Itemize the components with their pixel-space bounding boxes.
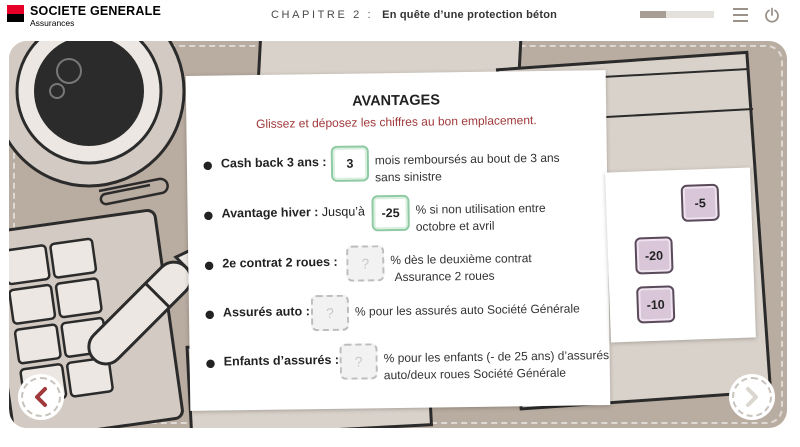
row-label [222,204,366,220]
drop-slot[interactable]: 3 [331,145,369,182]
description-line: auto/deux roues Société Générale [383,365,567,383]
brand-name: SOCIETE GENERALE [30,4,161,18]
advantage-row [187,192,608,246]
row-description [415,200,546,236]
row-label-prefix: Jusqu’à [318,204,366,220]
advantage-row [187,142,608,196]
description-line: % dès le deuxième contrat [390,251,532,268]
bullet-icon: ● [205,356,216,370]
row-description [375,150,560,187]
bullet-icon: ● [204,307,215,321]
chevron-right-icon [743,386,761,408]
bullet-icon: ● [202,158,213,172]
row-description [384,347,610,384]
advantage-row [188,242,609,296]
row-label: Assurés auto : [222,304,310,320]
row-label-text: Avantage hiver : [221,205,319,221]
advantage-row [189,291,610,345]
row-description [355,300,580,320]
progress-fill [640,11,666,18]
number-chip[interactable]: -20 [634,236,673,274]
bullet-icon: ● [203,208,214,222]
advantage-row [189,340,610,394]
chapter-title: En quête d’une protection béton [382,9,558,21]
drop-slot[interactable]: ? [311,295,349,332]
number-bank [605,168,756,343]
description-line: sans sinistre [375,169,442,185]
brand-logo [7,5,161,27]
description-line: % pour les enfants (- de 25 ans) d’assurés [383,348,610,366]
card-title: AVANTAGES [352,92,441,110]
row-description [390,250,532,286]
power-icon[interactable] [764,7,780,23]
description-line: mois remboursés au bout de 3 ans [374,150,560,168]
drop-slot[interactable]: ? [346,245,384,282]
hamburger-menu-icon[interactable] [733,8,748,22]
number-chip[interactable]: -5 [681,184,720,222]
description-line: % pour les assurés auto Société Générale [354,301,580,319]
previous-button[interactable] [21,377,61,417]
row-label: 2e contrat 2 roues : [222,254,338,271]
top-bar [0,0,800,32]
next-button[interactable] [732,377,772,417]
drop-slot[interactable]: -25 [371,195,409,232]
number-chip[interactable]: -10 [636,285,675,323]
row-label: Cash back 3 ans : [220,154,327,171]
description-line: octobre et avril [415,218,495,234]
row-label: Enfants d’assurés : [223,352,340,369]
brand-subtitle: Assurances [30,17,75,28]
advantages-card [186,70,611,411]
logo-mark [7,5,24,22]
description-line: Assurance 2 roues [394,268,495,285]
chapter-number: CHAPITRE 2 : [271,9,374,21]
drop-slot[interactable]: ? [339,343,377,380]
progress-bar [640,11,714,18]
chapter-heading [271,9,557,21]
chevron-left-icon [32,386,50,408]
bullet-icon: ● [204,258,215,272]
description-line: % si non utilisation entre [415,200,546,217]
card-instructions: Glissez et déposez les chiffres au bon emplacement. [255,113,537,131]
